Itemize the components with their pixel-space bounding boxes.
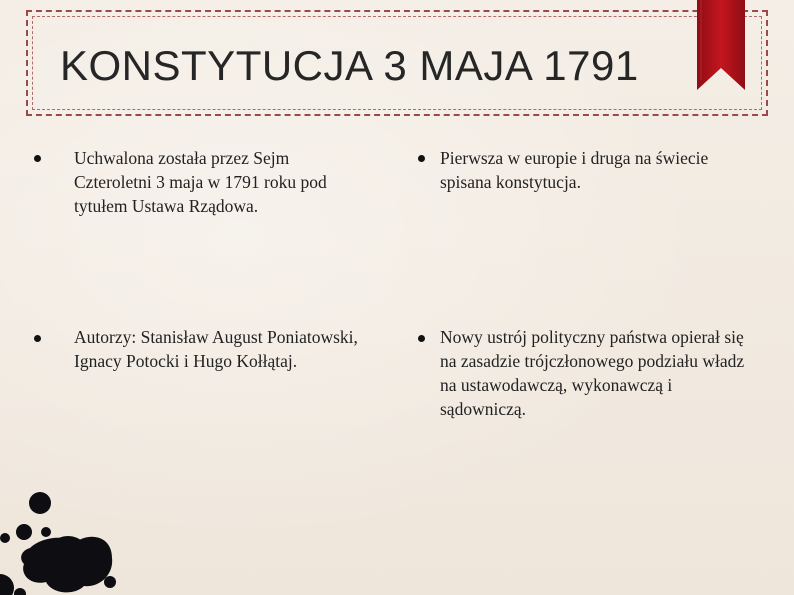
slide-title: KONSTYTUCJA 3 MAJA 1791 [60, 42, 639, 89]
ink-blot-icon [0, 470, 130, 595]
bullet-dot-icon [34, 155, 41, 162]
bullet-item-2: Pierwsza w europie i druga na świecie spisana konstytucja. [440, 148, 709, 192]
bullet-dot-icon [418, 335, 425, 342]
bullet-item-3: Autorzy: Stanisław August Poniatowski, Ignacy Potocki i Hugo Kołłątaj. [74, 327, 358, 371]
bullet-item-1: Uchwalona została przez Sejm Czteroletni 3 maja w 1791 roku pod tytułem Ustawa Rządowa. [74, 148, 327, 216]
bullet-dot-icon [34, 335, 41, 342]
bookmark-ribbon-icon [695, 0, 747, 92]
bullet-item-4: Nowy ustrój polityczny państwa opierał się na zasadzie trójczłonowego podziału władz na ustawodawczą, wykonawczą i sądowniczą. [440, 327, 745, 419]
bullet-dot-icon [418, 155, 425, 162]
